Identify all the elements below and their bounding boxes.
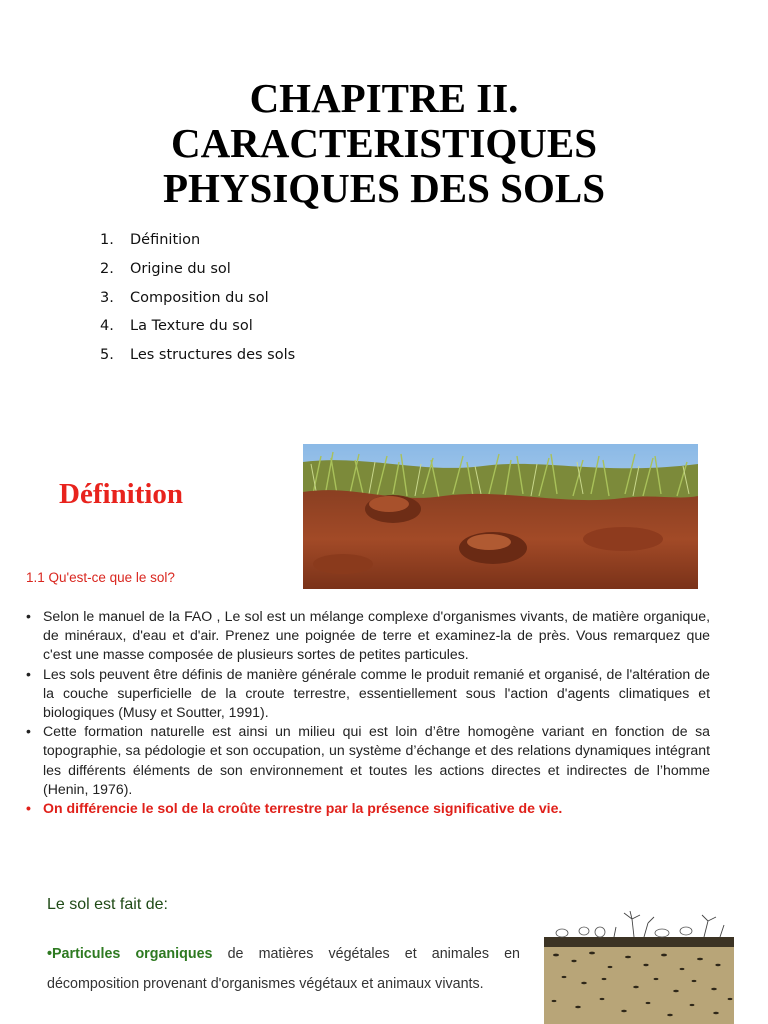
toc-item [100,229,295,258]
toc-number: 4. [100,318,114,335]
toc-item [100,287,295,316]
toc-label: Origine du sol [130,260,231,277]
toc-number: 5. [100,347,114,364]
toc-label: Définition [130,232,201,248]
bullet-marker: • [26,723,31,740]
page-title [0,76,768,211]
bullet-marker: • [26,608,31,624]
toc-number: 3. [100,289,114,306]
title-line-2: CARACTERISTIQUES [170,120,598,166]
item-bullet: • [47,946,53,962]
list-item [26,722,710,799]
bullet-marker: • [26,800,31,817]
soil-field-photo [303,444,698,589]
toc-item [100,315,295,344]
title-line-3: PHYSIQUES DES SOLS [162,165,606,211]
definition-heading: Définition [59,478,184,510]
toc-label: Les structures des sols [130,347,296,364]
toc-item [100,344,295,373]
bullet-text: On différencie le sol de la croûte terrestre par la présence significative de vie. [43,800,563,817]
toc-item [100,258,295,287]
table-of-contents [100,229,295,373]
toc-number: 2. [100,260,114,277]
item-text: de matières végétales et animales en décomposition provenant d'organismes végétaux et animaux vivants. [47,946,520,992]
composition-heading: Le sol est fait de: [47,896,168,913]
bullet-text: Cette formation naturelle est ainsi un milieu qui est loin d’être homogène variant en fonction de sa topographie, sa pédologie et son occupation, un système d’échange et des relations dynamiques intégrant les différents éléments de son environnement et toutes les actions directes et indirectes de l’homme (Henin, 1976). [43,723,710,797]
toc-label: La Texture du sol [130,318,253,335]
bullet-marker: • [26,665,31,682]
bullet-text: Les sols peuvent être définis de manière générale comme le produit remanié et organisé, de l'altération de la couche superficielle de la croute terrestre, essentiellement sous l'action d'agents climatiques et biologiques (Musy et Soutter, 1991). [43,665,710,721]
list-item-emphasis [26,799,710,818]
title-line-1: CHAPITRE II. [249,75,519,121]
definition-subquestion: 1.1 Qu'est-ce que le sol? [26,570,175,585]
toc-label: Composition du sol [130,289,269,306]
toc-number: 1. [100,232,114,248]
bullet-text: Selon le manuel de la FAO , Le sol est un mélange complexe d'organismes vivants, de matière organique, de minéraux, d'eau et d'air. Prenez une poignée de terre et examinez-la de près. Vous remarquez que c'est une masse composée de plusieurs sortes de petites particules. [43,608,710,663]
list-item [26,665,710,723]
composition-paragraph [47,940,520,999]
list-item [26,607,710,665]
definition-bullet-list [26,607,710,818]
soil-profile-illustration [544,911,734,1024]
item-keyword: Particules organiques [52,946,213,962]
